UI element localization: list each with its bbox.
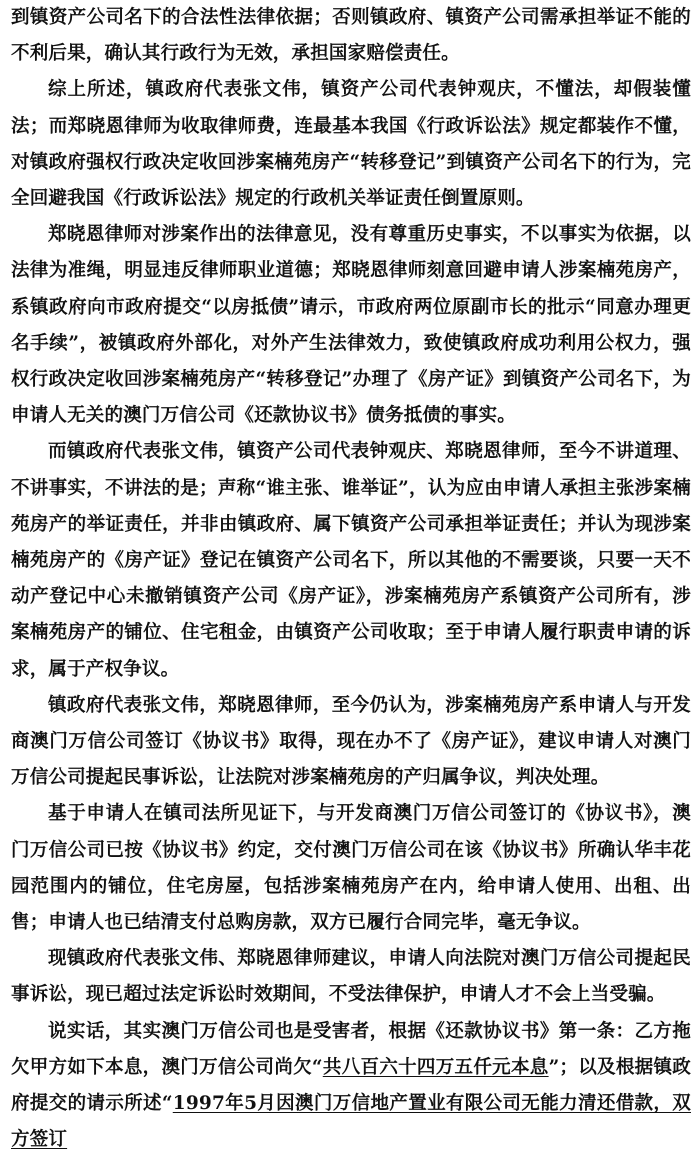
paragraph-3: 郑晓恩律师对涉案作出的法律意见，没有尊重历史事实，不以事实为依据，以法律为准绳，明显违反律师职业道德；郑晓恩律师刻意回避申请人涉案楠苑房产，系镇政府向市政府提交“以房抵债”请示，市政府两位原副市长的批示“同意办理更名手续”，被镇政府外部化，对外产生法律效力，致使镇政府成功利用公权力，强权行政决定收回涉案楠苑房产“转移登记”办理了《房产证》到镇资产公司名下，为申请人无关的澳门万信公司《还款协议书》债务抵债的事实。 xyxy=(11,224,691,427)
paragraph-8-part-1: 说实话，其实澳门万信公司也是受害者，根据《还款协议书》第一条：乙方拖欠甲方如下本息，澳门万信公司尚欠“ xyxy=(11,1020,691,1078)
document-page xyxy=(11,0,691,1159)
paragraph-8-part-3: ”；以及根据镇政府提交的请示所述“ xyxy=(11,1056,691,1115)
paragraph-8 xyxy=(11,1014,691,1159)
underlined-quote: 1997年5月因澳门万信地产置业有限公司无能力清还借款，双方签订 xyxy=(11,1093,691,1151)
paragraph-6: 基于申请人在镇司法所见证下，与开发商澳门万信公司签订的《协议书》，澳门万信公司已按《协议书》约定，交付澳门万信公司在该《协议书》所确认华丰花园范围内的铺位，住宅房屋，包括涉案楠苑房产在内，给申请人使用、出租、出售；申请人也已结清支付总购房款，双方已履行合同完毕，毫无争议。 xyxy=(11,803,691,934)
paragraph-5: 镇政府代表张文伟，郑晓恩律师，至今仍认为，涉案楠苑房产系申请人与开发商澳门万信公司签订《协议书》取得，现在办不了《房产证》，建议申请人对澳门万信公司提起民事诉讼，让法院对涉案楠苑房的产归属争议，判决处理。 xyxy=(11,694,691,789)
paragraph-1: 到镇资产公司名下的合法性法律依据；否则镇政府、镇资产公司需承担举证不能的不利后果，确认其行政行为无效，承担国家赔偿责任。 xyxy=(11,7,691,65)
paragraph-4: 而镇政府代表张文伟，镇资产公司代表钟观庆、郑晓恩律师，至今不讲道理、不讲事实，不讲法的是；声称“谁主张、谁举证”，认为应由申请人承担主张涉案楠苑房产的举证责任，并非由镇政府、属下镇资产公司承担举证责任；并认为现涉案楠苑房产的《房产证》登记在镇资产公司名下，所以其他的不需要谈，只要一天不动产登记中心未撤销镇资产公司《房产证》，涉案楠苑房产系镇资产公司所有，涉案楠苑房产的铺位、住宅租金，由镇资产公司收取；至于申请人履行职责申请的诉求，属于产权争议。 xyxy=(11,441,691,680)
paragraph-7: 现镇政府代表张文伟、郑晓恩律师建议，申请人向法院对澳门万信公司提起民事诉讼，现已超过法定诉讼时效期间，不受法律保护，申请人才不会上当受骗。 xyxy=(11,948,691,1006)
underlined-amount: 共八百六十四万五仟元本息 xyxy=(322,1056,549,1078)
paragraph-2: 综上所述，镇政府代表张文伟，镇资产公司代表钟观庆，不懂法，却假装懂法；而郑晓恩律师为收取律师费，连最基本我国《行政诉讼法》规定都装作不懂，对镇政府强权行政决定收回涉案楠苑房产“转移登记”到镇资产公司名下的行为，完全回避我国《行政诉讼法》规定的行政机关举证责任倒置原则。 xyxy=(11,79,691,210)
